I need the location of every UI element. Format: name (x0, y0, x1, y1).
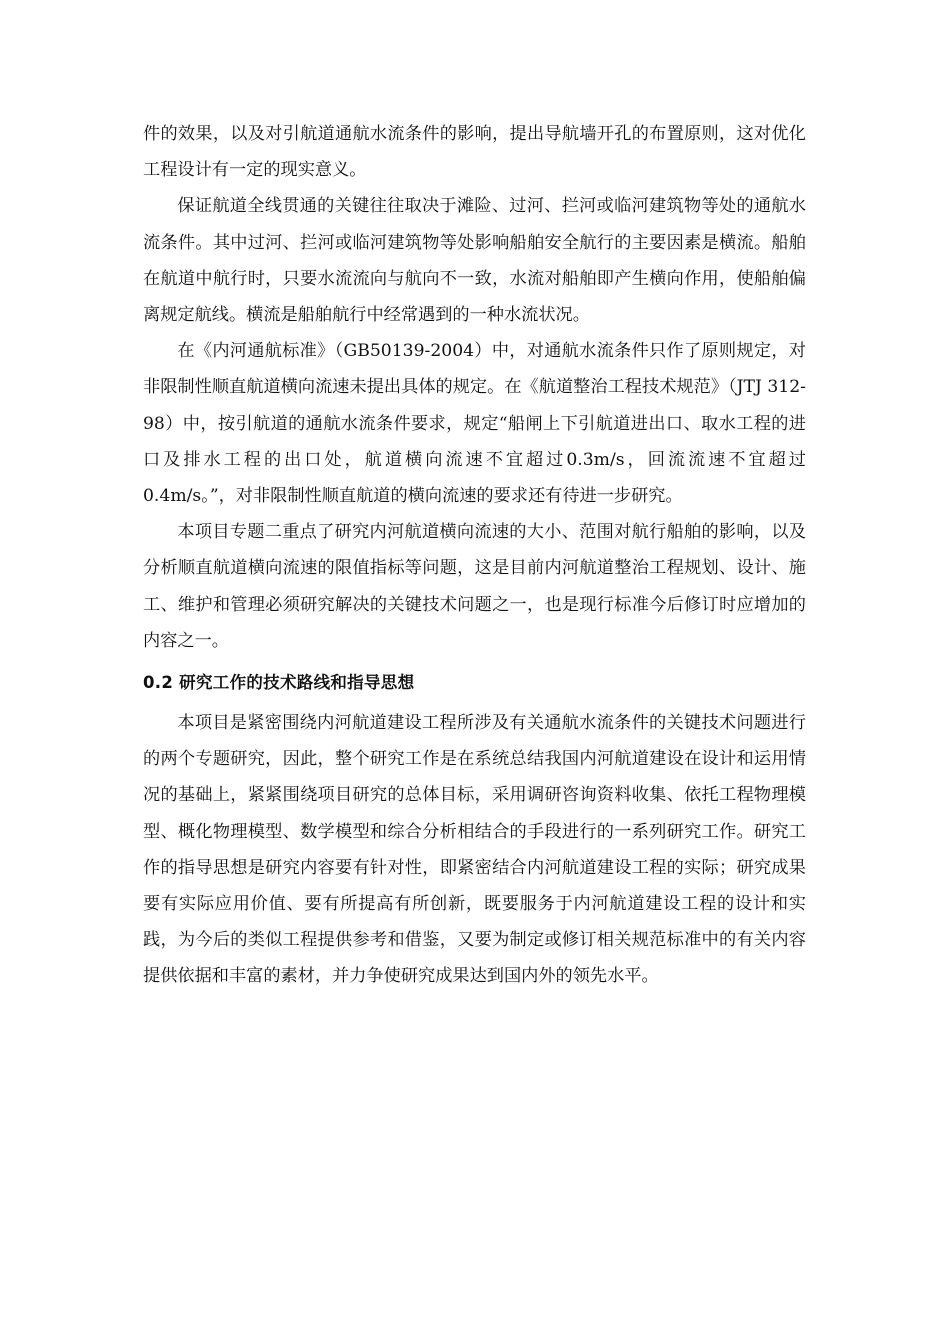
paragraph-topic-two: 本项目专题二重点了研究内河航道横向流速的大小、范围对航行船舶的影响，以及分析顺直航道横向流速的限值指标等问题，这是目前内河航道整治工程规划、设计、施工、维护和管理必须研究解决的关键技术问题之一，也是现行标准今后修订时应增加的内容之一。 (143, 522, 806, 651)
paragraph-standards: 在《内河通航标准》（GB50139-2004）中，对通航水流条件只作了原则规定，对非限制性顺直航道横向流速未提出具体的规定。在《航道整治工程技术规范》（JTJ 312-98）中，按引航道的通航水流条件要求，规定“船闸上下引航道进出口、取水工程的进口及排水工程的出口处，航道横向流速不宜超过0.3m/s，回流流速不宜超过0.4m/s。”，对非限制性顺直航道的横向流速的要求还有待进一步研究。 (143, 341, 806, 507)
paragraph-continued: 件的效果，以及对引航道通航水流条件的影响，提出导航墙开孔的布置原则，这对优化工程设计有一定的现实意义。 (143, 124, 806, 181)
paragraph-technical-route: 本项目是紧密围绕内河航道建设工程所涉及有关通航水流条件的关键技术问题进行的两个专题研究，因此，整个研究工作是在系统总结我国内河航道建设在设计和运用情况的基础上，紧紧围绕项目研究的总体目标，采用调研咨询资料收集、依托工程物理模型、概化物理模型、数学模型和综合分析相结合的手段进行的一系列研究工作。研究工作的指导思想是研究内容要有针对性，即紧密结合内河航道建设工程的实际；研究成果要有实际应用价值、要有所提高有所创新，既要服务于内河航道建设工程的设计和实践，为今后的类似工程提供参考和借鉴，又要为制定或修订相关规范标准中的有关内容提供依据和丰富的素材，并力争使研究成果达到国内外的领先水平。 (143, 713, 806, 987)
paragraph-crossflow: 保证航道全线贯通的关键往往取决于滩险、过河、拦河或临河建筑物等处的通航水流条件。其中过河、拦河或临河建筑物等处影响船舶安全航行的主要因素是横流。船舶在航道中航行时，只要水流流向与航向不一致，水流对船舶即产生横向作用，使船舶偏离规定航线。横流是船舶航行中经常遇到的一种水流状况。 (143, 196, 806, 326)
section-heading: 0.2 研究工作的技术路线和指导思想 (143, 673, 415, 693)
document-page (143, 116, 806, 995)
